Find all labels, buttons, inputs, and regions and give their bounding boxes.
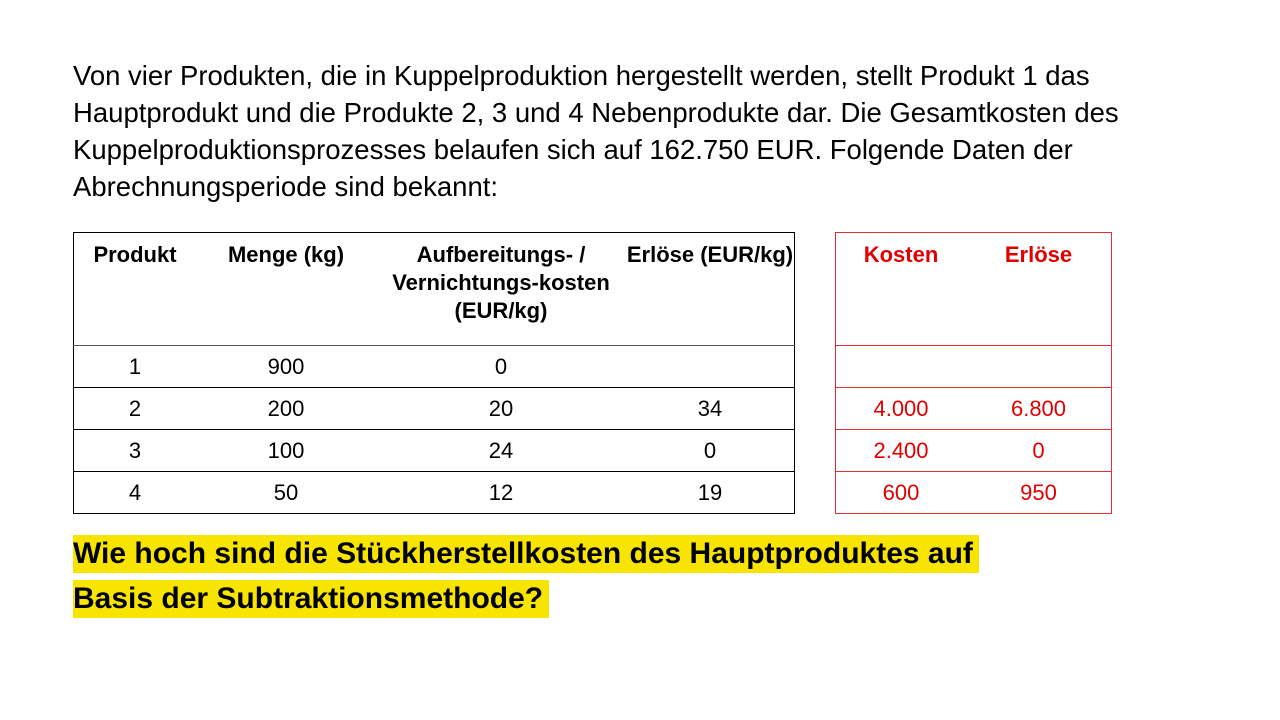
question	[73, 531, 979, 621]
table-row	[836, 388, 1112, 430]
cell: 600	[836, 472, 967, 514]
cell: 4	[74, 472, 197, 514]
cell: 100	[196, 430, 376, 472]
cell: 0	[626, 430, 795, 472]
cell: 0	[376, 346, 626, 388]
cell: 0	[966, 430, 1112, 472]
header-erloese: Erlöse	[966, 233, 1112, 346]
table-row	[74, 388, 795, 430]
solution-table	[835, 232, 1112, 514]
cell	[966, 346, 1112, 388]
solution-header-row	[836, 233, 1112, 346]
cell: 2.400	[836, 430, 967, 472]
table-row	[836, 346, 1112, 388]
table-row	[836, 472, 1112, 514]
cell: 4.000	[836, 388, 967, 430]
header-produkt: Produkt	[74, 233, 197, 346]
table-header-row	[74, 233, 795, 346]
cell: 3	[74, 430, 197, 472]
table-row	[836, 430, 1112, 472]
header-menge: Menge (kg)	[196, 233, 376, 346]
table-row	[74, 430, 795, 472]
data-table	[73, 232, 795, 514]
question-line-1: Wie hoch sind die Stückherstellkosten des Hauptproduktes auf	[73, 535, 979, 573]
header-kosten: Aufbereitungs- / Vernichtungs-kosten (EUR/kg)	[376, 233, 626, 346]
cell	[626, 346, 795, 388]
cell: 12	[376, 472, 626, 514]
table-row	[74, 472, 795, 514]
cell	[836, 346, 967, 388]
cell: 50	[196, 472, 376, 514]
cell: 900	[196, 346, 376, 388]
cell: 24	[376, 430, 626, 472]
table-row	[74, 346, 795, 388]
cell: 2	[74, 388, 197, 430]
cell: 950	[966, 472, 1112, 514]
header-kosten: Kosten	[836, 233, 967, 346]
cell: 34	[626, 388, 795, 430]
cell: 19	[626, 472, 795, 514]
problem-statement: Von vier Produkten, die in Kuppelproduktion hergestellt werden, stellt Produkt 1 das Hauptprodukt und die Produkte 2, 3 und 4 Nebenprodukte dar. Die Gesamtkosten des Kuppelproduktionsprozesses belaufen sich auf 162.750 EUR. Folgende Daten der Abrechnungsperiode sind bekannt:	[73, 60, 1119, 202]
cell: 200	[196, 388, 376, 430]
cell: 1	[74, 346, 197, 388]
header-erloese: Erlöse (EUR/kg)	[626, 233, 795, 346]
question-line-2: Basis der Subtraktionsmethode?	[73, 580, 549, 618]
cell: 20	[376, 388, 626, 430]
cell: 6.800	[966, 388, 1112, 430]
